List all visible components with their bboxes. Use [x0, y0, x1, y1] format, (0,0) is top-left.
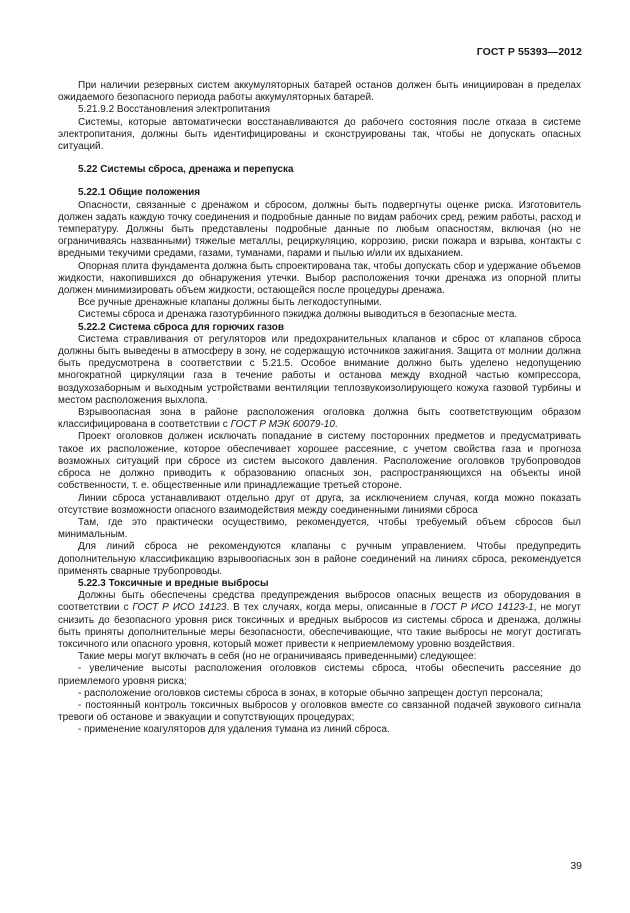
- paragraph: Системы сброса и дренажа газотурбинного пэкиджа должны выводиться в безопасные места.: [78, 309, 518, 321]
- standard-header: ГОСТ Р 55393—2012: [476, 46, 582, 58]
- paragraph-text: . В тех случаях, когда меры, описанные в: [226, 602, 431, 614]
- list-item: - применение коагуляторов для удаления тумана из линий сброса.: [78, 724, 390, 736]
- subsection-heading: 5.22.2 Система сброса для горючих газов: [78, 321, 285, 333]
- page-number: 39: [570, 860, 582, 872]
- paragraph-text: Взрывоопасная зона в районе расположения оголовка должна быть соответствующим образом классифицирована в соответствии с: [58, 407, 581, 431]
- paragraph: Проект оголовков должен исключать попадание в систему посторонних предметов и предусматривать такое их расположение, которое обеспечивает хорошее рассеяние, с учетом свойства газа и прогноза возможных ситуаций при сбросе из систем высокого давления. Расположение оголовков трубопроводов сброса не должно приводить к образованию опасных зон, распространяющихся на объекты иной собственности, т. е. общественные или принадлежащие третьей стороне.: [58, 431, 581, 492]
- paragraph: Опасности, связанные с дренажом и сбросом, должны быть подвергнуты оценке риска. Изготовитель должен задать каждую точку соединения и подробные данные по видам рабочих сред, режим работы, расход и температуру. Должны быть представлены подробные данные по любым опасностям, включая (но не ограничиваясь названными) тяжелые металлы, рециркуляцию, коррозию, риски пожара и взрыва, контакты с вредными текучими средами, газами, туманами, парами и пылью и/или их вдыханием.: [58, 199, 581, 260]
- paragraph: При наличии резервных систем аккумуляторных батарей останов должен быть инициирован в пределах ожидаемого безопасного периода работы аккумуляторных батарей.: [58, 80, 581, 104]
- standard-reference: ГОСТ Р ИСО 14123: [132, 602, 227, 614]
- paragraph: Такие меры могут включать в себя (но не ограничиваясь приведенными) следующее:: [78, 651, 477, 663]
- paragraph-text: Должны быть обеспечены средства предупреждения выбросов опасных веществ из оборудования в соответствии с: [58, 590, 581, 614]
- paragraph-text: .: [334, 419, 338, 431]
- paragraph: Для линий сброса не рекомендуются клапаны с ручным управлением. Чтобы предупредить дополнительную классификацию взрывоопасных зон в районе соединений на линиях сброса, рекомендуется применять сварные трубопроводы.: [58, 541, 581, 577]
- subsection-heading: 5.22.3 Токсичные и вредные выбросы: [78, 577, 269, 589]
- list-item: - расположение оголовков системы сброса в зонах, в которые обычно запрещен доступ персонала;: [78, 687, 543, 699]
- paragraph-text: , не могут снизить до безопасного уровня риск токсичных и вредных выбросов из системы сброса и дренажа, должны быть приняты дополнительные меры безопасности, обеспечивающие, что такие выбросы не могут достигать токсичного или опасного уровня, который может привести к неприемлемому уровню воздействия.: [58, 602, 581, 650]
- paragraph: Опорная плита фундамента должна быть спроектирована так, чтобы допускать сбор и удержание объемов жидкости, накопившихся до обнаружения утечки. Выбор расположения точки дренажа из опорной плиты должен минимизировать объем жидкости, остающейся после процедуры дренажа.: [58, 260, 581, 297]
- paragraph: Линии сброса устанавливают отдельно друг от друга, за исключением случая, когда можно показать отсутствие возможности опасного взаимодействия между соединенными линиями сброса: [58, 492, 581, 516]
- paragraph: Системы, которые автоматически восстанавливаются до рабочего состояния после отказа в системе электропитания, должны быть идентифицированы и сконструированы так, чтобы не допускать опасных ситуаций.: [58, 116, 581, 153]
- standard-reference: ГОСТ Р ИСО 14123-1: [430, 602, 534, 614]
- list-item: - увеличение высоты расположения оголовков системы сброса, чтобы обеспечить рассеяние до приемлемого уровня риска;: [58, 663, 581, 687]
- subsection-heading: 5.21.9.2 Восстановления электропитания: [78, 104, 271, 116]
- paragraph: Система стравливания от регуляторов или предохранительных клапанов и сброс от клапанов сброса должны быть выведены в атмосферу в зону, не содержащую источников зажигания. Защита от молнии должна быть предусмотрена в соответствии с 5.21.5. Особое внимание должно быть уделено недопущению многократной циркуляции газа в течение работы и останова между входной частью компрессора, воздухозаборным и выходным устройствами вентиляции теплозвукоизолирующего кожуха газовой турбины и местом расположения выхлопа.: [58, 333, 581, 406]
- standard-reference: ГОСТ Р МЭК 60079-10: [230, 419, 335, 431]
- list-item: - постоянный контроль токсичных выбросов у оголовков вместе со связанной подачей звукового сигнала тревоги об останове и эвакуации и сопутствующих процедурах;: [58, 699, 581, 724]
- paragraph: [58, 407, 581, 431]
- paragraph: Там, где это практически осуществимо, рекомендуется, чтобы требуемый объем сбросов был минимальным.: [58, 516, 581, 541]
- section-heading: 5.22 Системы сброса, дренажа и перепуска: [78, 164, 294, 176]
- page-body: [58, 80, 581, 737]
- paragraph: [58, 590, 581, 651]
- paragraph: Все ручные дренажные клапаны должны быть легкодоступными.: [78, 297, 382, 309]
- subsection-heading: 5.22.1 Общие положения: [78, 187, 201, 199]
